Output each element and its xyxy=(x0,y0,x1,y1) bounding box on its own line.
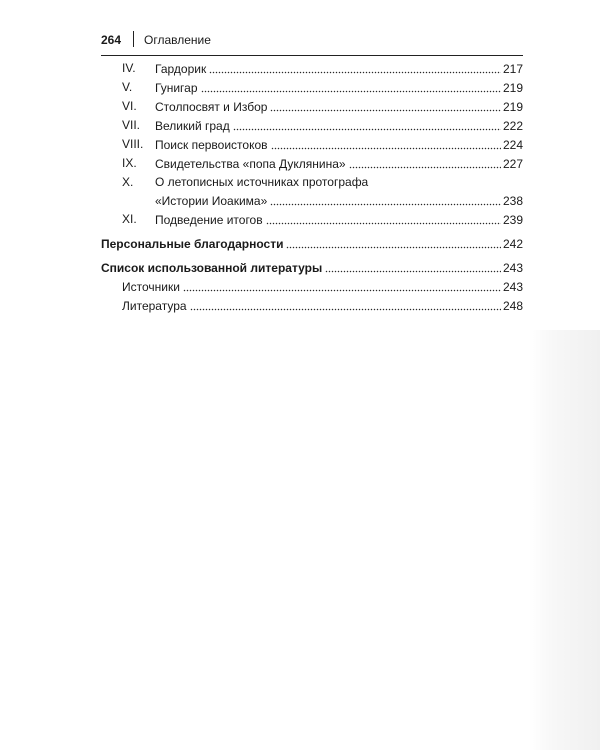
toc-numeral: V. xyxy=(122,80,133,94)
toc-section-entry[interactable] xyxy=(101,235,523,253)
toc-entry[interactable] xyxy=(155,136,523,154)
toc-page-number: 248 xyxy=(502,299,523,313)
toc-page-number: 219 xyxy=(502,100,523,114)
dot-leader xyxy=(270,203,501,206)
toc-entry[interactable] xyxy=(155,79,523,97)
toc-entry-title: Список использованной литературы xyxy=(101,261,323,275)
toc-page-number: 243 xyxy=(502,280,523,294)
dot-leader xyxy=(201,90,501,93)
dot-leader xyxy=(183,289,501,292)
toc-numeral: X. xyxy=(122,175,134,189)
toc-entry-title: Литература xyxy=(122,299,187,313)
running-header xyxy=(101,33,523,56)
page-edge-shadow xyxy=(528,330,600,750)
dot-leader xyxy=(270,109,501,112)
toc-entry-title: Источники xyxy=(122,280,180,294)
toc-entry[interactable] xyxy=(155,98,523,116)
toc-subsection-entry[interactable] xyxy=(122,278,523,296)
toc-numeral: IX. xyxy=(122,156,137,170)
toc-entry-title: «Истории Иоакима» xyxy=(155,194,268,208)
toc-entry-title: Персональные благодарности xyxy=(101,237,284,251)
toc-page-number: 217 xyxy=(502,62,523,76)
toc-page-number: 238 xyxy=(502,194,523,208)
page-number: 264 xyxy=(101,33,122,47)
dot-leader xyxy=(271,147,501,150)
toc-page-number: 243 xyxy=(502,261,523,275)
toc-entry[interactable] xyxy=(155,117,523,135)
toc-page-number: 224 xyxy=(502,138,523,152)
toc-page-number: 239 xyxy=(502,213,523,227)
toc-entry-title: Свидетельства «попа Дуклянина» xyxy=(155,157,346,171)
toc-numeral: VI. xyxy=(122,99,137,113)
toc-entry-title: Гунигар xyxy=(155,81,198,95)
toc-numeral: XI. xyxy=(122,212,137,226)
toc-page-number: 242 xyxy=(502,237,523,251)
dot-leader xyxy=(286,246,501,249)
dot-leader xyxy=(190,308,501,311)
toc-section-entry[interactable] xyxy=(101,259,523,277)
toc-subsection-entry[interactable] xyxy=(122,297,523,315)
toc-page-number: 219 xyxy=(502,81,523,95)
toc-entry[interactable] xyxy=(155,192,523,210)
dot-leader xyxy=(349,166,501,169)
toc-entry-title: Великий град xyxy=(155,119,230,133)
header-divider xyxy=(133,31,134,47)
toc-numeral: IV. xyxy=(122,61,136,75)
toc-entry-title-line[interactable]: О летописных источниках протографа xyxy=(155,175,369,189)
toc-page-number: 222 xyxy=(502,119,523,133)
dot-leader xyxy=(325,270,501,273)
toc-entry-title: Подведение итогов xyxy=(155,213,263,227)
toc-page-number: 227 xyxy=(502,157,523,171)
dot-leader xyxy=(233,128,501,131)
toc-entry[interactable] xyxy=(155,155,523,173)
toc-entry-title: Гардорик xyxy=(155,62,207,76)
toc-entry-title: Поиск первоистоков xyxy=(155,138,268,152)
dot-leader xyxy=(209,71,501,74)
toc-entry[interactable] xyxy=(155,211,523,229)
toc-numeral: VIII. xyxy=(122,137,144,151)
toc-entry-title: Столпосвят и Избор xyxy=(155,100,268,114)
toc-numeral: VII. xyxy=(122,118,141,132)
toc-entry[interactable] xyxy=(155,60,523,78)
header-section-title: Оглавление xyxy=(144,33,211,47)
dot-leader xyxy=(266,222,501,225)
